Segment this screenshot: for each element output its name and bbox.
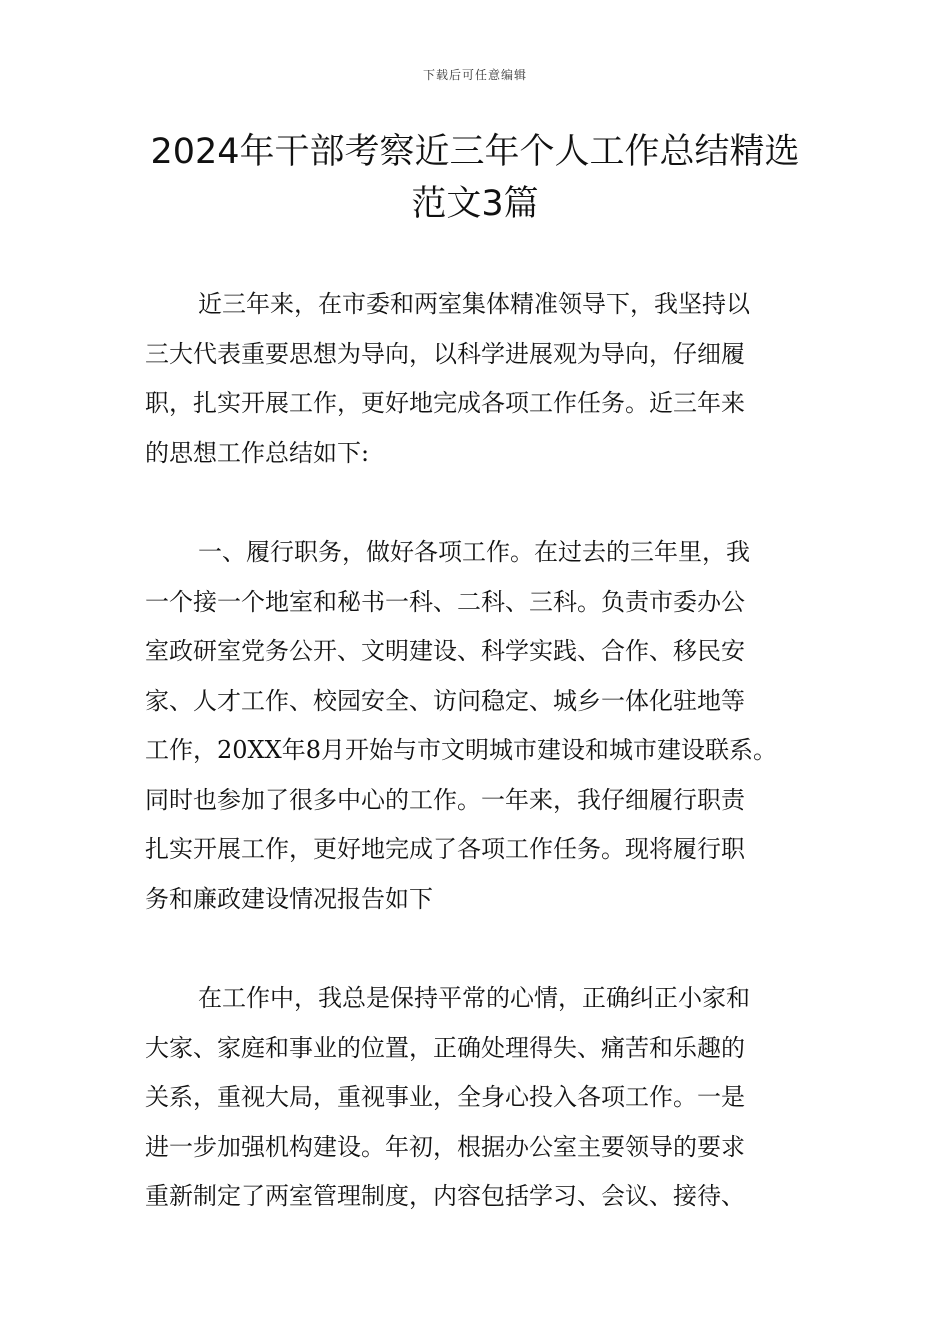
paragraph-line: 职，扎实开展工作，更好地完成各项工作任务。近三年来 — [145, 389, 745, 417]
paragraph-line: 室政研室党务公开、文明建设、科学实践、合作、移民安 — [145, 637, 745, 665]
paragraph-line: 进一步加强机构建设。年初，根据办公室主要领导的要求 — [145, 1132, 745, 1161]
paragraph-line: 一个接一个地室和秘书一科、二科、三科。负责市委办公 — [145, 587, 745, 616]
paragraph-line: 关系，重视大局，重视事业，全身心投入各项工作。一是 — [145, 1083, 745, 1111]
paragraph-line: 重新制定了两室管理制度，内容包括学习、会议、接待、 — [145, 1182, 745, 1210]
paragraph-line: 家、人才工作、校园安全、访问稳定、城乡一体化驻地等 — [145, 686, 745, 715]
document-body — [145, 280, 835, 1272]
paragraph-line: 一、履行职务，做好各项工作。在过去的三年里，我 — [198, 538, 750, 566]
paragraph-line: 的思想工作总结如下: — [145, 438, 370, 467]
paragraph-2 — [145, 528, 835, 924]
paragraph-line: 扎实开展工作，更好地完成了各项工作任务。现将履行职 — [145, 835, 745, 863]
paragraph-1 — [145, 280, 835, 478]
title-line-1: 2024年干部考察近三年个人工作总结精选 — [150, 132, 800, 172]
paragraph-line: 大家、家庭和事业的位置，正确处理得失、痛苦和乐趣的 — [145, 1033, 745, 1062]
document-title — [100, 126, 850, 230]
paragraph-line: 同时也参加了很多中心的工作。一年来，我仔细履行职责 — [145, 785, 745, 814]
header-note: 下载后可任意编辑 — [422, 68, 527, 82]
paragraph-line: 近三年来，在市委和两室集体精准领导下，我坚持以 — [198, 290, 750, 318]
title-line-2: 范文3篇 — [411, 184, 539, 224]
paragraph-3 — [145, 974, 835, 1222]
paragraph-line: 在工作中，我总是保持平常的心情，正确纠正小家和 — [198, 984, 750, 1012]
paragraph-line: 务和廉政建设情况报告如下 — [145, 884, 433, 913]
paragraph-line: 三大代表重要思想为导向，以科学进展观为导向，仔细履 — [145, 339, 745, 368]
paragraph-line: 工作，20XX年8月开始与市文明城市建设和城市建设联系。 — [145, 736, 777, 764]
